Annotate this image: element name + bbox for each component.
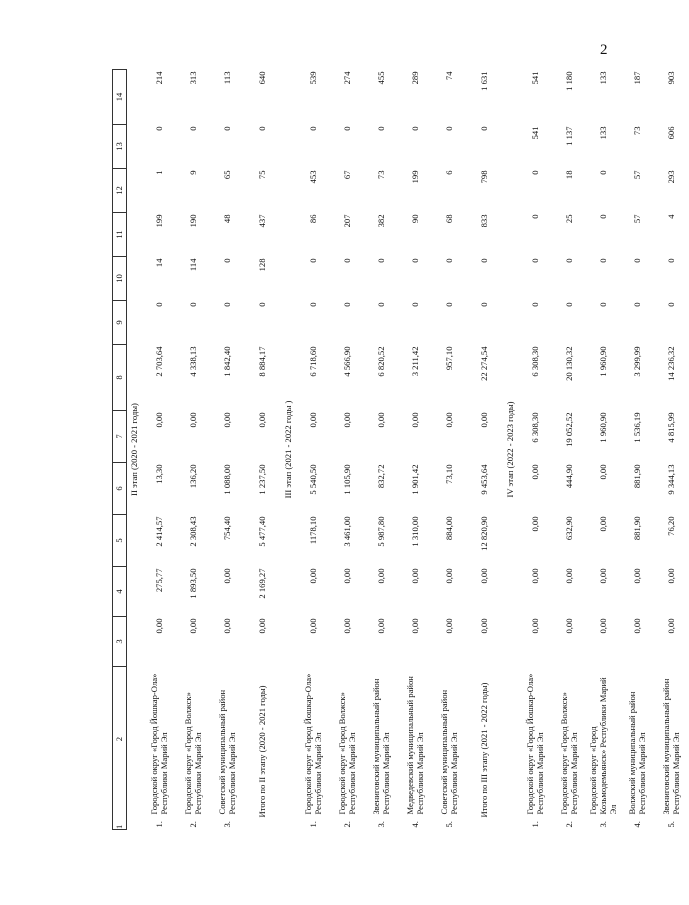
cell: 0 xyxy=(598,170,609,175)
cell: 9 344,13 xyxy=(666,464,677,495)
cell: 90 xyxy=(410,214,421,224)
cell: 0,00 xyxy=(342,412,353,428)
cell: 0,00 xyxy=(479,412,490,428)
total-row xyxy=(467,70,503,830)
cell: 0,00 xyxy=(444,568,455,584)
cell: 1 631 xyxy=(479,71,490,91)
cell: 957,10 xyxy=(444,346,455,371)
cell: 0 xyxy=(444,258,455,263)
cell: 0,00 xyxy=(444,412,455,428)
cell: 0 xyxy=(376,126,387,131)
cell: 3 299,99 xyxy=(632,346,643,377)
cell: 0 xyxy=(666,302,677,307)
header-cell-2: 2 xyxy=(113,737,124,742)
cell: 14 236,32 xyxy=(666,346,677,381)
table-row xyxy=(433,70,467,830)
cell: 133 xyxy=(598,71,609,85)
cell: 382 xyxy=(376,214,387,228)
header-cell: 4 xyxy=(113,567,127,617)
cell: 0 xyxy=(444,302,455,307)
cell: 75 xyxy=(257,170,268,180)
row-name: Городской округ «Город Козьмодемьянск» Республики Марий Эл xyxy=(588,677,618,815)
budget-table xyxy=(112,69,689,830)
cell: 1 893,50 xyxy=(188,568,199,599)
cell: 48 xyxy=(222,214,233,224)
cell: 22 274,54 xyxy=(479,346,490,381)
page-number: 2 xyxy=(600,42,608,58)
cell: 0 xyxy=(530,214,541,219)
cell: 437 xyxy=(257,214,268,228)
cell: 0 xyxy=(188,302,199,307)
cell: 6 xyxy=(444,170,455,175)
cell: 0,00 xyxy=(222,412,233,428)
cell: 68 xyxy=(444,214,455,224)
cell: 0 xyxy=(154,302,165,307)
cell: 0,00 xyxy=(598,568,609,584)
cell: 2 169,27 xyxy=(257,568,268,599)
cell: 0,00 xyxy=(410,412,421,428)
cell: 0 xyxy=(376,258,387,263)
row-number: 1. xyxy=(530,821,541,828)
header-cell: 10 xyxy=(113,257,127,301)
cell: 0 xyxy=(666,258,677,263)
cell: 1 960,90 xyxy=(598,412,609,443)
header-cell: 8 xyxy=(113,345,127,411)
cell: 19 052,52 xyxy=(564,412,575,447)
row-number: 2. xyxy=(188,821,199,828)
row-number: 3. xyxy=(222,821,233,828)
cell: 2 308,43 xyxy=(188,516,199,547)
table-row xyxy=(211,70,245,830)
cell: 0,00 xyxy=(376,618,387,634)
cell: 0 xyxy=(188,126,199,131)
cell: 0 xyxy=(342,302,353,307)
cell: 0,00 xyxy=(308,412,319,428)
cell: 1 088,00 xyxy=(222,464,233,495)
table-row xyxy=(177,70,211,830)
cell: 128 xyxy=(257,258,268,272)
row-number: 2. xyxy=(342,821,353,828)
table-row xyxy=(331,70,365,830)
table-row xyxy=(519,70,553,830)
cell: 0,00 xyxy=(308,618,319,634)
row-number: 1. xyxy=(154,821,165,828)
cell: 1 105,90 xyxy=(342,464,353,495)
row-name: Городской округ «Город Йошкар-Ола» Республики Марий Эл xyxy=(303,673,323,815)
table-row xyxy=(587,70,621,830)
cell: 881,90 xyxy=(632,516,643,541)
row-number: 4. xyxy=(410,821,421,828)
cell: 0,00 xyxy=(632,568,643,584)
stage-row xyxy=(281,70,297,830)
cell: 455 xyxy=(376,71,387,85)
header-cell: 9 xyxy=(113,301,127,345)
cell: 8 884,17 xyxy=(257,346,268,377)
cell: 0,00 xyxy=(222,568,233,584)
cell: 1178,10 xyxy=(308,516,319,545)
row-name: Городской округ «Город Йошкар-Ола» Республики Марий Эл xyxy=(525,673,545,815)
cell: 313 xyxy=(188,71,199,85)
cell: 20 130,32 xyxy=(564,346,575,381)
cell: 541 xyxy=(530,71,541,85)
table-row xyxy=(399,70,433,830)
table-row xyxy=(297,70,331,830)
row-number: 1. xyxy=(308,821,319,828)
cell: 0 xyxy=(308,126,319,131)
cell: 0 xyxy=(410,302,421,307)
stage-row xyxy=(503,70,519,830)
cell: 0,00 xyxy=(479,568,490,584)
cell: 199 xyxy=(410,170,421,184)
cell: 0 xyxy=(632,302,643,307)
cell: 0,00 xyxy=(530,516,541,532)
cell: 606 xyxy=(666,126,677,140)
cell: 0 xyxy=(530,258,541,263)
cell: 4 566,90 xyxy=(342,346,353,377)
cell: 0 xyxy=(308,258,319,263)
cell: 3 461,00 xyxy=(342,516,353,547)
cell: 86 xyxy=(308,214,319,224)
cell: 73 xyxy=(376,170,387,180)
row-number: 3. xyxy=(598,821,609,828)
cell: 2 703,64 xyxy=(154,346,165,377)
cell: 640 xyxy=(257,71,268,85)
cell: 1 536,19 xyxy=(632,412,643,443)
cell: 1 960,90 xyxy=(598,346,609,377)
cell: 881,90 xyxy=(632,464,643,489)
cell: 1 180 xyxy=(564,71,575,91)
cell: 18 xyxy=(564,170,575,180)
cell: 0,00 xyxy=(530,568,541,584)
cell: 0,00 xyxy=(257,618,268,634)
cell: 0 xyxy=(598,214,609,219)
cell: 275,77 xyxy=(154,568,165,593)
cell: 0,00 xyxy=(376,412,387,428)
cell: 14 xyxy=(154,258,165,268)
stage-label: IV этап (2022 - 2023 годы) xyxy=(505,401,516,498)
cell: 0 xyxy=(530,170,541,175)
cell: 214 xyxy=(154,71,165,85)
cell: 0 xyxy=(444,126,455,131)
cell: 0,00 xyxy=(564,618,575,634)
header-cell: 11 xyxy=(113,213,127,257)
cell: 0 xyxy=(598,258,609,263)
cell: 133 xyxy=(598,126,609,140)
cell: 6 308,30 xyxy=(530,412,541,443)
row-name: Городской округ «Город Волжск» Республики Марий Эл xyxy=(337,692,357,815)
row-name: Медведевский муниципальный район Республики Марий Эл xyxy=(405,676,425,815)
cell: 136,20 xyxy=(188,464,199,489)
total-label: Итого по III этапу (2021 - 2022 годы) xyxy=(479,682,490,818)
cell: 3 211,42 xyxy=(410,346,421,377)
cell: 5 987,80 xyxy=(376,516,387,547)
cell: 539 xyxy=(308,71,319,85)
table-row xyxy=(143,70,177,830)
cell: 0 xyxy=(257,302,268,307)
table-row xyxy=(655,70,689,830)
cell: 4 815,99 xyxy=(666,412,677,443)
stage-label: II этап (2020 - 2021 годы) xyxy=(129,403,140,496)
cell: 0 xyxy=(632,258,643,263)
row-name: Звениговский муниципальный район Республики Марий Эл xyxy=(661,678,681,815)
header-row xyxy=(113,70,127,830)
cell: 73 xyxy=(632,126,643,136)
cell: 453 xyxy=(308,170,319,184)
cell: 0,00 xyxy=(598,618,609,634)
cell: 9 453,64 xyxy=(479,464,490,495)
cell: 4 xyxy=(666,214,677,219)
cell: 1 137 xyxy=(564,126,575,146)
total-row xyxy=(245,70,281,830)
cell: 12 820,90 xyxy=(479,516,490,551)
cell: 187 xyxy=(632,71,643,85)
cell: 444,90 xyxy=(564,464,575,489)
cell: 0,00 xyxy=(308,568,319,584)
cell: 0,00 xyxy=(342,618,353,634)
cell: 13,30 xyxy=(154,464,165,484)
cell: 57 xyxy=(632,170,643,180)
cell: 57 xyxy=(632,214,643,224)
cell: 0,00 xyxy=(376,568,387,584)
cell: 632,90 xyxy=(564,516,575,541)
header-cell: 12 xyxy=(113,169,127,213)
cell: 113 xyxy=(222,71,233,85)
cell: 0,00 xyxy=(598,464,609,480)
table-row xyxy=(365,70,399,830)
header-cell: 3 xyxy=(113,617,127,667)
cell: 0,00 xyxy=(479,618,490,634)
cell: 65 xyxy=(222,170,233,180)
cell: 0,00 xyxy=(530,618,541,634)
cell: 0 xyxy=(479,126,490,131)
cell: 0 xyxy=(342,258,353,263)
cell: 6 718,60 xyxy=(308,346,319,377)
cell: 0,00 xyxy=(598,516,609,532)
cell: 833 xyxy=(479,214,490,228)
cell: 9 xyxy=(188,170,199,175)
row-name: Волжский муниципальный район Республики Марий Эл xyxy=(627,691,647,815)
cell: 274 xyxy=(342,71,353,85)
cell: 67 xyxy=(342,170,353,180)
cell: 114 xyxy=(188,258,199,272)
cell: 6 308,30 xyxy=(530,346,541,377)
header-cell: 6 xyxy=(113,463,127,515)
cell: 1 901,42 xyxy=(410,464,421,495)
cell: 76,20 xyxy=(666,516,677,536)
cell: 884,00 xyxy=(444,516,455,541)
cell: 25 xyxy=(564,214,575,224)
cell: 0,00 xyxy=(154,412,165,428)
row-number: 5. xyxy=(444,821,455,828)
row-name: Городской округ «Город Волжск» Республики Марий Эл xyxy=(559,692,579,815)
row-name: Советский муниципальный район Республики Марий Эл xyxy=(439,689,459,815)
row-name: Городской округ «Город Волжск» Республики Марий Эл xyxy=(183,692,203,815)
cell: 0,00 xyxy=(530,464,541,480)
cell: 0 xyxy=(530,302,541,307)
cell: 0 xyxy=(564,302,575,307)
cell: 0,00 xyxy=(222,618,233,634)
cell: 0 xyxy=(222,126,233,131)
cell: 5 477,40 xyxy=(257,516,268,547)
cell: 0 xyxy=(479,302,490,307)
cell: 0,00 xyxy=(188,618,199,634)
header-cell: 14 xyxy=(113,70,127,125)
cell: 0,00 xyxy=(666,618,677,634)
total-label: Итого по II этапу (2020 - 2021 годы) xyxy=(257,685,268,818)
cell: 0,00 xyxy=(188,412,199,428)
table-row xyxy=(553,70,587,830)
table-row xyxy=(621,70,655,830)
cell: 0,00 xyxy=(154,618,165,634)
cell: 0 xyxy=(564,258,575,263)
header-cell: 5 xyxy=(113,515,127,567)
cell: 293 xyxy=(666,170,677,184)
row-number: 3. xyxy=(376,821,387,828)
row-name: Городской округ «Город Йошкар-Ола» Республики Марий Эл xyxy=(149,673,169,815)
stage-row xyxy=(127,70,144,830)
cell: 0 xyxy=(308,302,319,307)
cell: 541 xyxy=(530,126,541,140)
cell: 0 xyxy=(410,258,421,263)
row-number: 2. xyxy=(564,821,575,828)
row-name: Советский муниципальный район Республики Марий Эл xyxy=(217,689,237,815)
header-cell-1-2 xyxy=(113,667,127,830)
cell: 0 xyxy=(222,258,233,263)
cell: 798 xyxy=(479,170,490,184)
cell: 0 xyxy=(410,126,421,131)
cell: 903 xyxy=(666,71,677,85)
cell: 0 xyxy=(598,302,609,307)
row-number: 4. xyxy=(632,821,643,828)
cell: 0,00 xyxy=(257,412,268,428)
rotated-table-container xyxy=(112,70,681,830)
cell: 1 xyxy=(154,170,165,175)
cell: 1 310,00 xyxy=(410,516,421,547)
cell: 0,00 xyxy=(564,568,575,584)
row-number: 5. xyxy=(666,821,677,828)
cell: 0,00 xyxy=(632,618,643,634)
cell: 4 338,13 xyxy=(188,346,199,377)
header-cell-1: 1 xyxy=(113,824,124,829)
cell: 0,00 xyxy=(410,568,421,584)
cell: 0,00 xyxy=(342,568,353,584)
cell: 199 xyxy=(154,214,165,228)
cell: 190 xyxy=(188,214,199,228)
cell: 0 xyxy=(257,126,268,131)
cell: 2 414,57 xyxy=(154,516,165,547)
stage-label: III этап (2021 - 2022 годы ) xyxy=(283,400,294,499)
cell: 0 xyxy=(222,302,233,307)
cell: 0 xyxy=(342,126,353,131)
header-cell: 13 xyxy=(113,125,127,169)
cell: 0,00 xyxy=(666,568,677,584)
cell: 207 xyxy=(342,214,353,228)
cell: 74 xyxy=(444,71,455,81)
cell: 1 237,50 xyxy=(257,464,268,495)
cell: 0 xyxy=(479,258,490,263)
cell: 289 xyxy=(410,71,421,85)
row-name: Звениговский муниципальный район Республики Марий Эл xyxy=(371,678,391,815)
cell: 5 540,50 xyxy=(308,464,319,495)
cell: 73,10 xyxy=(444,464,455,484)
cell: 0,00 xyxy=(410,618,421,634)
cell: 832,72 xyxy=(376,464,387,489)
cell: 754,40 xyxy=(222,516,233,541)
cell: 1 842,40 xyxy=(222,346,233,377)
cell: 0,00 xyxy=(444,618,455,634)
header-cell: 7 xyxy=(113,411,127,463)
cell: 6 820,52 xyxy=(376,346,387,377)
cell: 0 xyxy=(376,302,387,307)
cell: 0 xyxy=(154,126,165,131)
